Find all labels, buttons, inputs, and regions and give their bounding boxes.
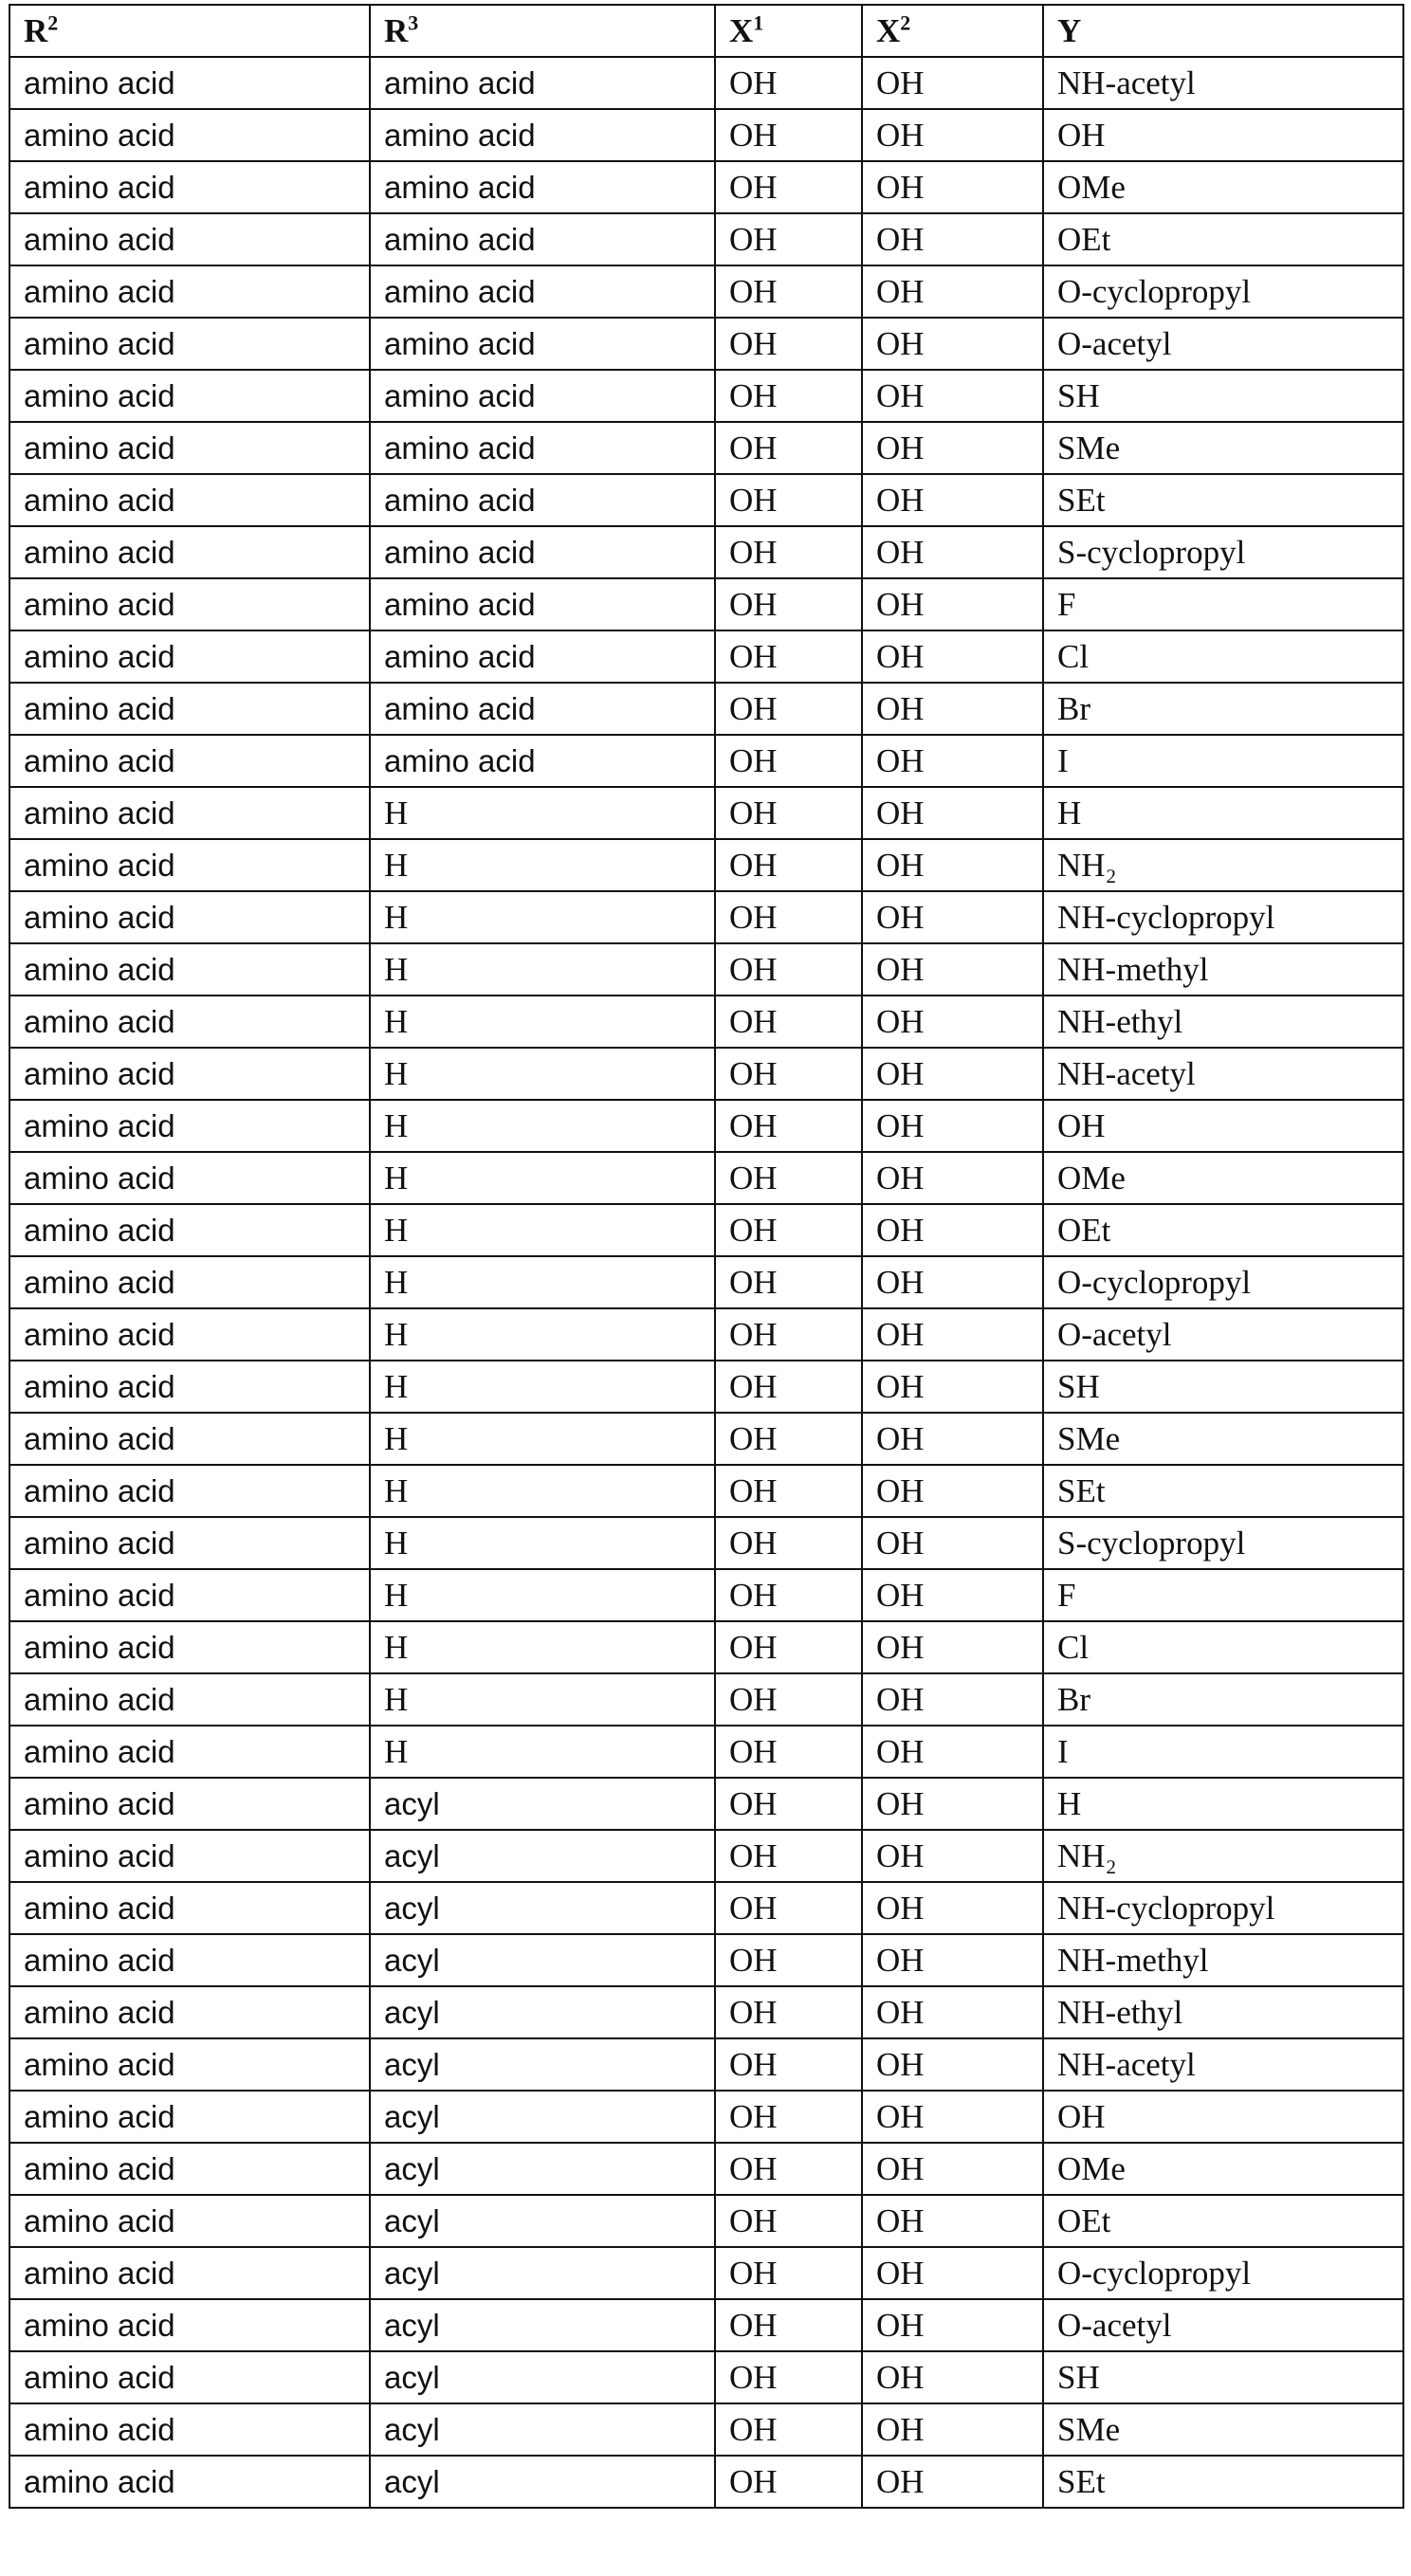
column-header-r2 [9, 5, 370, 57]
cell-y: SH [1043, 370, 1403, 422]
cell-r2: amino acid [9, 735, 370, 787]
cell-x2: OH [862, 2038, 1043, 2091]
table-row [9, 683, 1403, 735]
cell-x1: OH [715, 2038, 862, 2091]
table-row [9, 891, 1403, 943]
cell-x1: OH [715, 1778, 862, 1830]
cell-r3: acyl [370, 2299, 715, 2351]
table-row [9, 1621, 1403, 1673]
cell-y: OH [1043, 109, 1403, 161]
header-row [9, 5, 1403, 57]
table-row [9, 1517, 1403, 1569]
cell-x2: OH [862, 57, 1043, 109]
table-row [9, 2456, 1403, 2508]
cell-x1: OH [715, 1465, 862, 1517]
cell-r3: amino acid [370, 161, 715, 213]
cell-y: SMe [1043, 422, 1403, 474]
table-row [9, 1256, 1403, 1308]
cell-x2: OH [862, 1361, 1043, 1413]
cell-x2: OH [862, 1882, 1043, 1934]
cell-x1: OH [715, 2143, 862, 2195]
cell-x1: OH [715, 1361, 862, 1413]
cell-x1: OH [715, 578, 862, 630]
table-row [9, 787, 1403, 839]
cell-x2: OH [862, 422, 1043, 474]
cell-y: I [1043, 735, 1403, 787]
cell-x2: OH [862, 1830, 1043, 1882]
cell-x1: OH [715, 2247, 862, 2299]
cell-x2: OH [862, 683, 1043, 735]
cell-r2: amino acid [9, 578, 370, 630]
cell-x2: OH [862, 735, 1043, 787]
cell-r3: amino acid [370, 318, 715, 370]
cell-r2: amino acid [9, 109, 370, 161]
column-header-r3 [370, 5, 715, 57]
cell-r3: acyl [370, 1778, 715, 1830]
table-row [9, 109, 1403, 161]
cell-r2: amino acid [9, 1465, 370, 1517]
cell-r3: H [370, 1673, 715, 1726]
cell-r2: amino acid [9, 370, 370, 422]
table-row [9, 2195, 1403, 2247]
table-row [9, 1569, 1403, 1621]
cell-y: S-cyclopropyl [1043, 526, 1403, 578]
cell-x2: OH [862, 1986, 1043, 2038]
cell-x2: OH [862, 161, 1043, 213]
cell-r3: acyl [370, 2247, 715, 2299]
cell-x1: OH [715, 2456, 862, 2508]
cell-x1: OH [715, 1308, 862, 1361]
cell-y: SMe [1043, 2403, 1403, 2456]
cell-r3: acyl [370, 2143, 715, 2195]
cell-y: OEt [1043, 213, 1403, 265]
cell-y: O-acetyl [1043, 2299, 1403, 2351]
cell-x2: OH [862, 1048, 1043, 1100]
cell-r3: amino acid [370, 735, 715, 787]
column-header-x1 [715, 5, 862, 57]
substituent-table [9, 4, 1404, 2509]
cell-r3: H [370, 1204, 715, 1256]
cell-y: OEt [1043, 2195, 1403, 2247]
cell-y: NH-methyl [1043, 1934, 1403, 1986]
cell-r2: amino acid [9, 318, 370, 370]
cell-y: NH-acetyl [1043, 1048, 1403, 1100]
cell-x2: OH [862, 1673, 1043, 1726]
cell-y: SH [1043, 1361, 1403, 1413]
cell-r3: acyl [370, 2351, 715, 2403]
cell-r2: amino acid [9, 57, 370, 109]
cell-r3: acyl [370, 1830, 715, 1882]
cell-x2: OH [862, 1621, 1043, 1673]
cell-x2: OH [862, 2456, 1043, 2508]
table-row [9, 1152, 1403, 1204]
column-header-superscript: 2 [47, 10, 58, 34]
cell-r2: amino acid [9, 1361, 370, 1413]
cell-y: O-cyclopropyl [1043, 2247, 1403, 2299]
cell-r2: amino acid [9, 2195, 370, 2247]
cell-r3: H [370, 1048, 715, 1100]
column-header-label: Y [1057, 12, 1081, 49]
cell-y: SEt [1043, 2456, 1403, 2508]
cell-x2: OH [862, 2351, 1043, 2403]
cell-x2: OH [862, 526, 1043, 578]
cell-x1: OH [715, 1256, 862, 1308]
table-row [9, 370, 1403, 422]
table-row [9, 1465, 1403, 1517]
cell-r2: amino acid [9, 265, 370, 318]
column-header-x2 [862, 5, 1043, 57]
cell-x1: OH [715, 630, 862, 683]
cell-y: NH-acetyl [1043, 57, 1403, 109]
table-row [9, 2038, 1403, 2091]
cell-r2: amino acid [9, 1048, 370, 1100]
cell-x1: OH [715, 1413, 862, 1465]
table-row [9, 161, 1403, 213]
cell-y: O-cyclopropyl [1043, 1256, 1403, 1308]
cell-x2: OH [862, 318, 1043, 370]
cell-y: NH-cyclopropyl [1043, 1882, 1403, 1934]
table-row [9, 1361, 1403, 1413]
cell-y: NH-cyclopropyl [1043, 891, 1403, 943]
cell-y: O-acetyl [1043, 1308, 1403, 1361]
cell-y: Br [1043, 683, 1403, 735]
cell-x2: OH [862, 370, 1043, 422]
cell-r2: amino acid [9, 2091, 370, 2143]
cell-y: I [1043, 1726, 1403, 1778]
cell-r2: amino acid [9, 2143, 370, 2195]
cell-y: NH₂ [1043, 1830, 1403, 1882]
table-row [9, 1100, 1403, 1152]
cell-r2: amino acid [9, 891, 370, 943]
cell-r3: amino acid [370, 422, 715, 474]
cell-r3: H [370, 839, 715, 891]
cell-r2: amino acid [9, 683, 370, 735]
table-row [9, 265, 1403, 318]
cell-r3: amino acid [370, 578, 715, 630]
cell-x1: OH [715, 1204, 862, 1256]
cell-r2: amino acid [9, 422, 370, 474]
cell-x1: OH [715, 1934, 862, 1986]
cell-x2: OH [862, 213, 1043, 265]
cell-r2: amino acid [9, 1256, 370, 1308]
cell-r2: amino acid [9, 1517, 370, 1569]
table-row [9, 2247, 1403, 2299]
cell-r2: amino acid [9, 2456, 370, 2508]
table-row [9, 1204, 1403, 1256]
cell-x1: OH [715, 943, 862, 996]
cell-x1: OH [715, 683, 862, 735]
table-row [9, 213, 1403, 265]
cell-r2: amino acid [9, 213, 370, 265]
table-row [9, 2403, 1403, 2456]
cell-r2: amino acid [9, 474, 370, 526]
cell-x1: OH [715, 318, 862, 370]
cell-x1: OH [715, 2091, 862, 2143]
cell-x1: OH [715, 2403, 862, 2456]
cell-r2: amino acid [9, 1934, 370, 1986]
cell-x1: OH [715, 1673, 862, 1726]
cell-r3: H [370, 1413, 715, 1465]
cell-r3: acyl [370, 2456, 715, 2508]
cell-r3: H [370, 996, 715, 1048]
cell-r3: acyl [370, 1934, 715, 1986]
cell-r3: H [370, 1100, 715, 1152]
table-row [9, 1308, 1403, 1361]
cell-y: F [1043, 1569, 1403, 1621]
cell-y: SEt [1043, 1465, 1403, 1517]
cell-r2: amino acid [9, 2403, 370, 2456]
cell-r2: amino acid [9, 1673, 370, 1726]
table-row [9, 2143, 1403, 2195]
cell-x2: OH [862, 2195, 1043, 2247]
column-header-label: X [876, 12, 900, 49]
table-row [9, 1778, 1403, 1830]
cell-y: SMe [1043, 1413, 1403, 1465]
cell-x2: OH [862, 630, 1043, 683]
cell-x2: OH [862, 2247, 1043, 2299]
column-header-label: R [384, 12, 408, 49]
cell-r3: amino acid [370, 265, 715, 318]
table-row [9, 1986, 1403, 2038]
cell-r3: amino acid [370, 474, 715, 526]
cell-x2: OH [862, 1465, 1043, 1517]
cell-r3: H [370, 943, 715, 996]
cell-x2: OH [862, 1726, 1043, 1778]
cell-y: SH [1043, 2351, 1403, 2403]
cell-r3: H [370, 1621, 715, 1673]
cell-x2: OH [862, 578, 1043, 630]
cell-x1: OH [715, 161, 862, 213]
cell-y: OH [1043, 1100, 1403, 1152]
cell-x2: OH [862, 1934, 1043, 1986]
cell-x2: OH [862, 2091, 1043, 2143]
cell-x2: OH [862, 1413, 1043, 1465]
cell-r2: amino acid [9, 1726, 370, 1778]
cell-y: OMe [1043, 1152, 1403, 1204]
cell-y: OEt [1043, 1204, 1403, 1256]
cell-x1: OH [715, 1830, 862, 1882]
cell-x1: OH [715, 1048, 862, 1100]
column-header-superscript: 2 [900, 10, 910, 34]
cell-x2: OH [862, 839, 1043, 891]
cell-x2: OH [862, 1308, 1043, 1361]
table-row [9, 57, 1403, 109]
cell-y: Cl [1043, 630, 1403, 683]
cell-x1: OH [715, 787, 862, 839]
table-row [9, 630, 1403, 683]
cell-r2: amino acid [9, 1569, 370, 1621]
cell-x2: OH [862, 943, 1043, 996]
cell-x1: OH [715, 526, 862, 578]
cell-r2: amino acid [9, 1778, 370, 1830]
cell-r3: amino acid [370, 57, 715, 109]
cell-x2: OH [862, 1256, 1043, 1308]
column-header-y [1043, 5, 1403, 57]
cell-x1: OH [715, 891, 862, 943]
cell-r2: amino acid [9, 2299, 370, 2351]
table-row [9, 578, 1403, 630]
cell-x1: OH [715, 839, 862, 891]
cell-r2: amino acid [9, 161, 370, 213]
cell-x2: OH [862, 1517, 1043, 1569]
cell-x1: OH [715, 996, 862, 1048]
cell-x1: OH [715, 735, 862, 787]
cell-y: Br [1043, 1673, 1403, 1726]
cell-r3: acyl [370, 2038, 715, 2091]
cell-x2: OH [862, 787, 1043, 839]
cell-x2: OH [862, 2299, 1043, 2351]
cell-r2: amino acid [9, 1830, 370, 1882]
table-row [9, 2091, 1403, 2143]
table-row [9, 1882, 1403, 1934]
cell-y: NH-ethyl [1043, 1986, 1403, 2038]
table-row [9, 2351, 1403, 2403]
cell-x2: OH [862, 2403, 1043, 2456]
cell-x2: OH [862, 1204, 1043, 1256]
cell-x1: OH [715, 422, 862, 474]
cell-x1: OH [715, 57, 862, 109]
cell-y: OH [1043, 2091, 1403, 2143]
cell-r2: amino acid [9, 1152, 370, 1204]
cell-r2: amino acid [9, 1100, 370, 1152]
cell-x1: OH [715, 2195, 862, 2247]
cell-x2: OH [862, 109, 1043, 161]
column-header-superscript: 3 [408, 10, 418, 34]
cell-r3: H [370, 1152, 715, 1204]
cell-r2: amino acid [9, 1986, 370, 2038]
cell-r3: H [370, 1726, 715, 1778]
cell-r3: H [370, 787, 715, 839]
cell-y: Cl [1043, 1621, 1403, 1673]
table-row [9, 943, 1403, 996]
cell-x1: OH [715, 2351, 862, 2403]
cell-r3: amino acid [370, 109, 715, 161]
cell-x1: OH [715, 370, 862, 422]
cell-r2: amino acid [9, 526, 370, 578]
cell-x1: OH [715, 2299, 862, 2351]
cell-y: NH-ethyl [1043, 996, 1403, 1048]
cell-y: O-cyclopropyl [1043, 265, 1403, 318]
cell-y: H [1043, 787, 1403, 839]
table-row [9, 1830, 1403, 1882]
table-row [9, 526, 1403, 578]
cell-y: NH-acetyl [1043, 2038, 1403, 2091]
cell-x1: OH [715, 109, 862, 161]
cell-x1: OH [715, 1621, 862, 1673]
cell-x2: OH [862, 265, 1043, 318]
cell-x2: OH [862, 1569, 1043, 1621]
cell-x1: OH [715, 1726, 862, 1778]
column-header-superscript: 1 [753, 10, 763, 34]
table-row [9, 1048, 1403, 1100]
table-row [9, 1673, 1403, 1726]
cell-r2: amino acid [9, 630, 370, 683]
cell-r2: amino acid [9, 996, 370, 1048]
cell-r3: H [370, 1256, 715, 1308]
cell-r2: amino acid [9, 1413, 370, 1465]
cell-r2: amino acid [9, 943, 370, 996]
cell-r3: acyl [370, 2403, 715, 2456]
table-row [9, 996, 1403, 1048]
cell-r2: amino acid [9, 839, 370, 891]
cell-r3: amino acid [370, 630, 715, 683]
cell-r2: amino acid [9, 2247, 370, 2299]
cell-y: SEt [1043, 474, 1403, 526]
cell-y: NH₂ [1043, 839, 1403, 891]
cell-x1: OH [715, 265, 862, 318]
cell-x2: OH [862, 891, 1043, 943]
cell-y: S-cyclopropyl [1043, 1517, 1403, 1569]
cell-r2: amino acid [9, 2351, 370, 2403]
table-row [9, 2299, 1403, 2351]
cell-r2: amino acid [9, 787, 370, 839]
cell-r3: H [370, 1569, 715, 1621]
table-row [9, 318, 1403, 370]
cell-x2: OH [862, 474, 1043, 526]
table-row [9, 1413, 1403, 1465]
cell-r3: acyl [370, 2091, 715, 2143]
cell-r3: acyl [370, 1986, 715, 2038]
cell-r2: amino acid [9, 1308, 370, 1361]
cell-r3: H [370, 891, 715, 943]
table-row [9, 1934, 1403, 1986]
cell-y: H [1043, 1778, 1403, 1830]
cell-x1: OH [715, 1569, 862, 1621]
cell-r3: H [370, 1361, 715, 1413]
cell-r3: H [370, 1517, 715, 1569]
cell-r3: acyl [370, 1882, 715, 1934]
cell-r3: acyl [370, 2195, 715, 2247]
cell-r2: amino acid [9, 1621, 370, 1673]
cell-y: O-acetyl [1043, 318, 1403, 370]
cell-x2: OH [862, 1778, 1043, 1830]
cell-y: OMe [1043, 2143, 1403, 2195]
table-row [9, 839, 1403, 891]
column-header-label: X [729, 12, 753, 49]
cell-x2: OH [862, 1152, 1043, 1204]
cell-r3: H [370, 1465, 715, 1517]
cell-y: NH-methyl [1043, 943, 1403, 996]
cell-r2: amino acid [9, 1882, 370, 1934]
cell-x1: OH [715, 1882, 862, 1934]
cell-x2: OH [862, 1100, 1043, 1152]
cell-x1: OH [715, 213, 862, 265]
cell-r3: amino acid [370, 683, 715, 735]
table-row [9, 474, 1403, 526]
table-row [9, 1726, 1403, 1778]
cell-r3: amino acid [370, 526, 715, 578]
cell-r2: amino acid [9, 2038, 370, 2091]
cell-x1: OH [715, 1517, 862, 1569]
table-row [9, 735, 1403, 787]
cell-r3: amino acid [370, 370, 715, 422]
cell-x2: OH [862, 996, 1043, 1048]
cell-r2: amino acid [9, 1204, 370, 1256]
cell-r3: amino acid [370, 213, 715, 265]
cell-y: F [1043, 578, 1403, 630]
table-row [9, 422, 1403, 474]
cell-x1: OH [715, 1152, 862, 1204]
cell-r3: H [370, 1308, 715, 1361]
cell-x2: OH [862, 2143, 1043, 2195]
cell-x1: OH [715, 474, 862, 526]
cell-y: OMe [1043, 161, 1403, 213]
cell-x1: OH [715, 1100, 862, 1152]
cell-x1: OH [715, 1986, 862, 2038]
column-header-label: R [24, 12, 47, 49]
